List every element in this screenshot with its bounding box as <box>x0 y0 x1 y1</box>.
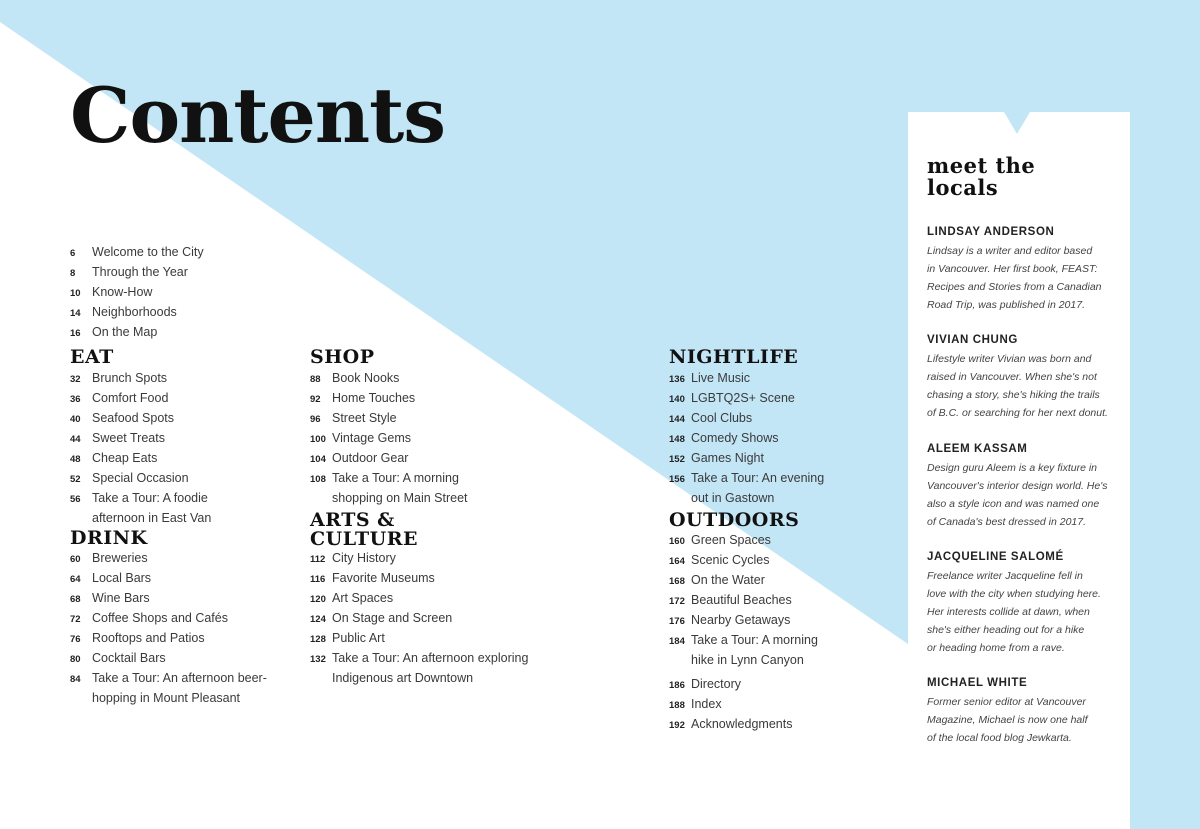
item-label: LGBTQ2S+ Scene <box>691 391 795 405</box>
page-number: 144 <box>669 414 685 425</box>
list-item[interactable] <box>669 369 824 389</box>
page-number: 68 <box>70 594 81 605</box>
bio-line: she's either heading out for a hike <box>927 624 1085 636</box>
section-title-shop: SHOP <box>310 346 375 368</box>
page-number: 8 <box>70 268 76 279</box>
page-number: 132 <box>310 654 326 665</box>
item-label: Green Spaces <box>691 533 771 547</box>
item-label: Local Bars <box>92 571 152 585</box>
page-title: Contents <box>70 71 446 160</box>
section-title-drink: DRINK <box>70 527 148 549</box>
page-number: 192 <box>669 720 685 731</box>
page-number: 120 <box>310 594 326 605</box>
bio-line: Freelance writer Jacqueline fell in <box>927 570 1083 582</box>
page-number: 36 <box>70 394 81 405</box>
list-item[interactable] <box>70 449 211 469</box>
page-number: 148 <box>669 434 685 445</box>
list-item[interactable] <box>70 649 267 669</box>
list-item[interactable] <box>310 469 468 489</box>
item-label: Take a Tour: An afternoon exploring <box>332 651 529 665</box>
list-item[interactable] <box>70 283 204 303</box>
item-label: Welcome to the City <box>92 245 204 259</box>
local-bio <box>927 242 1117 314</box>
shop-list <box>310 369 468 507</box>
page-number: 116 <box>310 574 326 585</box>
item-label: Cool Clubs <box>691 411 753 425</box>
item-label: Know-How <box>92 285 153 299</box>
list-item-continuation[interactable] <box>70 689 267 707</box>
item-label: Brunch Spots <box>92 371 168 385</box>
page-number: 40 <box>70 414 81 425</box>
bio-line: love with the city when studying here. <box>927 588 1101 600</box>
page-number: 16 <box>70 328 81 339</box>
page-number: 84 <box>70 674 81 685</box>
item-label: Home Touches <box>332 391 416 405</box>
list-item[interactable] <box>310 449 468 469</box>
item-label: Take a Tour: A morning <box>691 633 818 647</box>
item-label: Special Occasion <box>92 471 189 485</box>
item-label: Take a Tour: A morning <box>332 471 459 485</box>
local-profile <box>927 334 1117 422</box>
page-number: 92 <box>310 394 321 405</box>
locals-title-line2: locals <box>927 175 999 200</box>
page-number: 176 <box>669 616 685 627</box>
bio-line: Former senior editor at Vancouver <box>927 696 1086 708</box>
list-item[interactable] <box>70 429 211 449</box>
item-label: Take a Tour: An evening <box>691 471 825 485</box>
bio-line: or heading home from a rave. <box>927 642 1065 654</box>
list-item[interactable] <box>669 409 824 429</box>
locals-title-line1: meet the <box>927 153 1036 178</box>
item-label: Wine Bars <box>92 591 150 605</box>
drink-list <box>70 549 267 707</box>
list-item[interactable] <box>310 369 468 389</box>
bio-line: chasing a story, she's hiking the trails <box>927 389 1100 401</box>
list-item[interactable] <box>310 649 528 669</box>
list-item[interactable] <box>669 531 818 551</box>
item-label: Take a Tour: An afternoon beer- <box>92 671 267 685</box>
item-label: Cocktail Bars <box>92 651 166 665</box>
page-number: 164 <box>669 556 685 567</box>
list-item[interactable] <box>70 589 267 609</box>
list-item[interactable] <box>669 695 792 715</box>
page-number: 76 <box>70 634 81 645</box>
bio-line: raised in Vancouver. When she's not <box>927 371 1097 383</box>
local-name: JACQUELINE SALOMÉ <box>927 551 1064 563</box>
list-item[interactable] <box>70 629 267 649</box>
item-label: Favorite Museums <box>332 571 435 585</box>
list-item[interactable] <box>669 631 818 651</box>
list-item[interactable] <box>70 303 204 323</box>
item-label: Book Nooks <box>332 371 400 385</box>
bio-line: of the local food blog Jewkarta. <box>927 732 1072 744</box>
page-number: 72 <box>70 614 81 625</box>
page-number: 136 <box>669 374 685 385</box>
item-label: Art Spaces <box>332 591 394 605</box>
page-number: 52 <box>70 474 81 485</box>
local-profile <box>927 443 1117 531</box>
list-item[interactable] <box>669 551 818 571</box>
item-label-line2: out in Gastown <box>691 491 775 505</box>
item-label: Vintage Gems <box>332 431 411 445</box>
list-item[interactable] <box>70 489 211 509</box>
page-number: 64 <box>70 574 81 585</box>
list-item[interactable] <box>669 591 818 611</box>
page-number: 10 <box>70 288 81 299</box>
item-label: Cheap Eats <box>92 451 158 465</box>
list-item[interactable] <box>310 569 528 589</box>
list-item[interactable] <box>310 629 528 649</box>
item-label: Nearby Getaways <box>691 613 791 627</box>
item-label: Games Night <box>691 451 764 465</box>
page-number: 108 <box>310 474 326 485</box>
list-item[interactable] <box>669 469 824 489</box>
item-label: Comedy Shows <box>691 431 779 445</box>
list-item[interactable] <box>669 611 818 631</box>
item-label: Acknowledgments <box>691 717 793 731</box>
item-label: Coffee Shops and Cafés <box>92 611 228 625</box>
item-label: City History <box>332 551 396 565</box>
page-number: 88 <box>310 374 321 385</box>
item-label: On the Map <box>92 325 158 339</box>
item-label: Neighborhoods <box>92 305 177 319</box>
bio-line: Road Trip, was published in 2017. <box>927 299 1085 311</box>
item-label: Breweries <box>92 551 148 565</box>
list-item-continuation[interactable] <box>310 489 468 507</box>
bio-line: Design guru Aleem is a key fixture in <box>927 462 1098 474</box>
list-item[interactable] <box>70 263 204 283</box>
page-number: 60 <box>70 554 81 565</box>
list-item-continuation[interactable] <box>310 669 528 687</box>
bio-line: Vancouver's interior design world. He's <box>927 480 1108 492</box>
arts-list <box>310 549 528 687</box>
local-bio <box>927 567 1117 657</box>
item-label: Sweet Treats <box>92 431 165 445</box>
page-number: 80 <box>70 654 81 665</box>
bio-line: of Canada's best dressed in 2017. <box>927 516 1087 528</box>
local-bio <box>927 350 1117 422</box>
list-item[interactable] <box>70 323 204 343</box>
item-label: Live Music <box>691 371 751 385</box>
item-label: Beautiful Beaches <box>691 593 792 607</box>
list-item[interactable] <box>70 243 204 263</box>
page-number: 100 <box>310 434 326 445</box>
page-number: 128 <box>310 634 326 645</box>
bio-line: Recipes and Stories from a Canadian <box>927 281 1102 293</box>
page-number: 156 <box>669 474 685 485</box>
local-name: ALEEM KASSAM <box>927 443 1028 455</box>
intro-list <box>70 243 204 343</box>
page-number: 6 <box>70 248 76 259</box>
section-title-line2: CULTURE <box>310 528 418 550</box>
list-item[interactable] <box>70 669 267 689</box>
page-number: 140 <box>669 394 685 405</box>
eat-list <box>70 369 211 527</box>
bio-line: Lindsay is a writer and editor based <box>927 245 1093 257</box>
local-profile <box>927 677 1117 747</box>
page-number: 160 <box>669 536 685 547</box>
nightlife-list <box>669 369 824 507</box>
local-profile <box>927 551 1117 657</box>
item-label-line2: hike in Lynn Canyon <box>691 653 804 667</box>
page-number: 172 <box>669 596 685 607</box>
list-item[interactable] <box>669 449 824 469</box>
section-title-eat: EAT <box>70 346 114 368</box>
item-label-line2: hopping in Mount Pleasant <box>92 691 241 705</box>
list-item[interactable] <box>70 549 267 569</box>
list-item[interactable] <box>70 609 267 629</box>
list-item[interactable] <box>669 715 792 735</box>
item-label: Index <box>691 697 722 711</box>
list-item[interactable] <box>669 429 824 449</box>
local-bio <box>927 693 1117 747</box>
page-number: 14 <box>70 308 81 319</box>
page-number: 188 <box>669 700 685 711</box>
item-label-line2: shopping on Main Street <box>332 491 468 505</box>
list-item[interactable] <box>70 469 211 489</box>
page-number: 184 <box>669 636 685 647</box>
local-name: VIVIAN CHUNG <box>927 334 1018 346</box>
page-number: 186 <box>669 680 685 691</box>
section-title-arts <box>310 511 418 549</box>
item-label: Comfort Food <box>92 391 169 405</box>
page-number: 44 <box>70 434 81 445</box>
item-label-line2: afternoon in East Van <box>92 511 212 525</box>
local-bio <box>927 459 1117 531</box>
page-number: 48 <box>70 454 81 465</box>
item-label: On Stage and Screen <box>332 611 453 625</box>
list-item[interactable] <box>310 549 528 569</box>
page-number: 56 <box>70 494 81 505</box>
list-item[interactable] <box>310 429 468 449</box>
list-item[interactable] <box>310 389 468 409</box>
page-number: 124 <box>310 614 326 625</box>
bio-line: Her interests collide at dawn, when <box>927 606 1090 618</box>
section-title-outdoors: OUTDOORS <box>669 509 800 531</box>
list-item[interactable] <box>70 569 267 589</box>
item-label: On the Water <box>691 573 765 587</box>
local-name: MICHAEL WHITE <box>927 677 1028 689</box>
item-label: Street Style <box>332 411 397 425</box>
list-item[interactable] <box>310 409 468 429</box>
bio-line: in Vancouver. Her first book, FEAST: <box>927 263 1098 275</box>
outdoors-list <box>669 531 818 669</box>
item-label: Take a Tour: A foodie <box>92 491 208 505</box>
page-number: 104 <box>310 454 326 465</box>
bio-line: Magazine, Michael is now one half <box>927 714 1088 726</box>
local-profile <box>927 226 1117 314</box>
list-item-continuation[interactable] <box>669 651 818 669</box>
list-item[interactable] <box>669 389 824 409</box>
list-item[interactable] <box>70 409 211 429</box>
page-number: 32 <box>70 374 81 385</box>
item-label-line2: Indigenous art Downtown <box>332 671 474 685</box>
item-label: Through the Year <box>92 265 188 279</box>
bio-line: of B.C. or searching for her next donut. <box>927 407 1108 419</box>
local-name: LINDSAY ANDERSON <box>927 226 1055 238</box>
list-item[interactable] <box>310 589 528 609</box>
list-item[interactable] <box>669 571 818 591</box>
list-item[interactable] <box>70 389 211 409</box>
page-number: 112 <box>310 554 326 565</box>
bio-line: also a style icon and was named one <box>927 498 1100 510</box>
list-item[interactable] <box>310 609 528 629</box>
item-label: Rooftops and Patios <box>92 631 205 645</box>
item-label: Scenic Cycles <box>691 553 770 567</box>
item-label: Outdoor Gear <box>332 451 409 465</box>
page-number: 96 <box>310 414 321 425</box>
back-matter-list <box>669 675 792 735</box>
list-item[interactable] <box>70 369 211 389</box>
section-title-line1: ARTS & <box>310 509 395 531</box>
locals-title <box>927 155 1035 199</box>
item-label: Seafood Spots <box>92 411 175 425</box>
list-item[interactable] <box>669 675 792 695</box>
item-label: Directory <box>691 677 742 691</box>
item-label: Public Art <box>332 631 385 645</box>
list-item-continuation[interactable] <box>70 509 211 527</box>
page-number: 152 <box>669 454 685 465</box>
section-title-nightlife: NIGHTLIFE <box>669 346 799 368</box>
page-number: 168 <box>669 576 685 587</box>
list-item-continuation[interactable] <box>669 489 824 507</box>
bio-line: Lifestyle writer Vivian was born and <box>927 353 1092 365</box>
